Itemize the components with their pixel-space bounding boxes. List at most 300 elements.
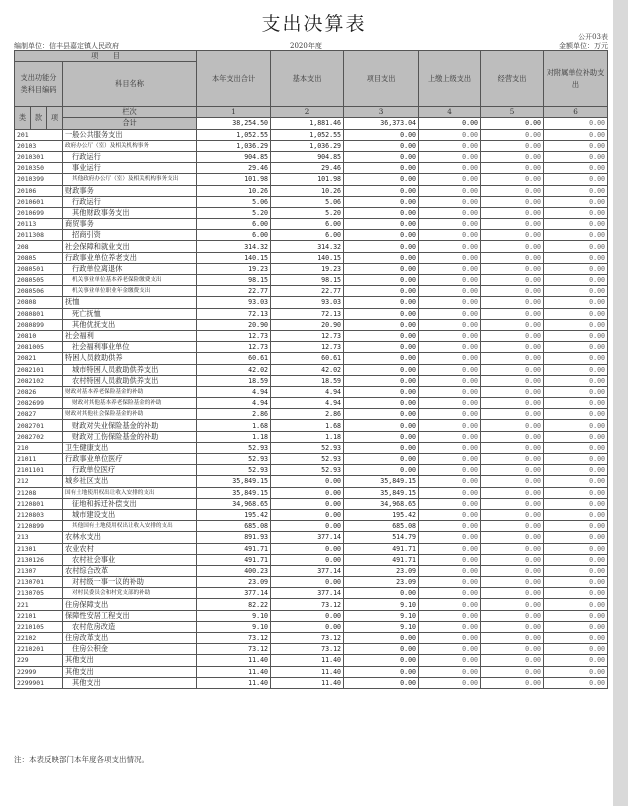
value-total: 6.00 xyxy=(197,230,271,241)
form-number: 公开03表 xyxy=(578,33,608,41)
value-remit: 0.00 xyxy=(419,521,481,532)
value-remit: 0.00 xyxy=(419,465,481,476)
value-project: 0.00 xyxy=(344,375,419,386)
value-basic: 52.93 xyxy=(271,442,344,453)
subject-code: 21011 xyxy=(15,454,63,465)
subject-code: 212 xyxy=(15,476,63,487)
subject-name: 社会福利事业单位 xyxy=(63,342,197,353)
table-row xyxy=(15,621,608,632)
subject-name: 行政单位离退休 xyxy=(63,263,197,274)
value-remit: 0.00 xyxy=(419,319,481,330)
value-operating: 0.00 xyxy=(481,454,544,465)
value-total: 685.08 xyxy=(197,521,271,532)
value-remit: 0.00 xyxy=(419,532,481,543)
value-subsidy: 0.00 xyxy=(544,521,608,532)
value-operating: 0.00 xyxy=(481,420,544,431)
value-total: 22.77 xyxy=(197,286,271,297)
subject-code: 20103 xyxy=(15,140,63,151)
value-project: 0.00 xyxy=(344,677,419,688)
value-remit: 0.00 xyxy=(419,633,481,644)
table-row xyxy=(15,644,608,655)
value-remit: 0.00 xyxy=(419,241,481,252)
value-basic: 0.00 xyxy=(271,543,344,554)
subject-code: 2010601 xyxy=(15,196,63,207)
value-basic: 0.00 xyxy=(271,509,344,520)
value-basic: 5.06 xyxy=(271,196,344,207)
table-row xyxy=(15,409,608,420)
value-basic: 42.02 xyxy=(271,364,344,375)
value-total: 18.59 xyxy=(197,375,271,386)
value-subsidy: 0.00 xyxy=(544,498,608,509)
value-project: 0.00 xyxy=(344,353,419,364)
subject-name: 事业运行 xyxy=(63,163,197,174)
value-project: 0.00 xyxy=(344,442,419,453)
value-total: 314.32 xyxy=(197,241,271,252)
expenditure-table xyxy=(14,50,608,689)
subject-name: 社会保障和就业支出 xyxy=(63,241,197,252)
value-basic: 20.90 xyxy=(271,319,344,330)
value-operating: 0.00 xyxy=(481,521,544,532)
subject-code: 2082701 xyxy=(15,420,63,431)
value-remit: 0.00 xyxy=(419,554,481,565)
col-num-3: 3 xyxy=(344,107,419,118)
value-remit: 0.00 xyxy=(419,207,481,218)
subject-code: 20808 xyxy=(15,297,63,308)
subject-code: 2299901 xyxy=(15,677,63,688)
value-project: 0.00 xyxy=(344,644,419,655)
subject-name: 农林水支出 xyxy=(63,532,197,543)
value-basic: 0.00 xyxy=(271,610,344,621)
subject-code: 2080505 xyxy=(15,275,63,286)
header-xiang: 项 xyxy=(47,107,63,129)
value-project: 9.10 xyxy=(344,610,419,621)
value-operating: 0.00 xyxy=(481,375,544,386)
header-func-code: 支出功能分类科目编码 xyxy=(15,62,63,107)
value-operating: 0.00 xyxy=(481,129,544,140)
subject-name: 城市建设支出 xyxy=(63,509,197,520)
subject-name: 国有土地使用权出让收入安排的支出 xyxy=(63,487,197,498)
value-subsidy: 0.00 xyxy=(544,431,608,442)
value-project: 0.00 xyxy=(344,297,419,308)
value-operating: 0.00 xyxy=(481,588,544,599)
value-subsidy: 0.00 xyxy=(544,588,608,599)
value-subsidy: 0.00 xyxy=(544,151,608,162)
amount-unit: 金额单位：万元 xyxy=(559,42,608,50)
value-total: 11.40 xyxy=(197,666,271,677)
table-row xyxy=(15,364,608,375)
value-remit: 0.00 xyxy=(419,196,481,207)
value-subsidy: 0.00 xyxy=(544,509,608,520)
subject-name: 财政对失业保险基金的补助 xyxy=(63,420,197,431)
subject-code: 2082101 xyxy=(15,364,63,375)
value-basic: 5.20 xyxy=(271,207,344,218)
subject-code: 2011308 xyxy=(15,230,63,241)
value-basic: 73.12 xyxy=(271,599,344,610)
value-total: 1.68 xyxy=(197,420,271,431)
footnote: 注：本表反映部门本年度各项支出情况。 xyxy=(14,755,149,764)
value-subsidy: 0.00 xyxy=(544,185,608,196)
value-basic: 1,052.55 xyxy=(271,129,344,140)
total-label: 合计 xyxy=(63,118,197,129)
value-project: 0.00 xyxy=(344,174,419,185)
value-project: 0.00 xyxy=(344,420,419,431)
table-row xyxy=(15,129,608,140)
value-total: 1,052.55 xyxy=(197,129,271,140)
value-total: 4.94 xyxy=(197,386,271,397)
subject-name: 机关事业单位职业年金缴费支出 xyxy=(63,286,197,297)
value-subsidy: 0.00 xyxy=(544,476,608,487)
table-row xyxy=(15,577,608,588)
value-project: 195.42 xyxy=(344,509,419,520)
value-basic: 12.73 xyxy=(271,342,344,353)
subject-name: 对村级一事一议的补助 xyxy=(63,577,197,588)
value-basic: 52.93 xyxy=(271,465,344,476)
value-basic: 6.00 xyxy=(271,230,344,241)
value-project: 0.00 xyxy=(344,398,419,409)
value-operating: 0.00 xyxy=(481,364,544,375)
subject-name: 死亡抚恤 xyxy=(63,308,197,319)
table-row xyxy=(15,431,608,442)
value-operating: 0.00 xyxy=(481,431,544,442)
subject-code: 2010699 xyxy=(15,207,63,218)
value-total: 12.73 xyxy=(197,330,271,341)
table-row xyxy=(15,565,608,576)
value-operating: 0.00 xyxy=(481,398,544,409)
value-subsidy: 0.00 xyxy=(544,610,608,621)
table-row xyxy=(15,286,608,297)
value-operating: 0.00 xyxy=(481,666,544,677)
value-basic: 1.18 xyxy=(271,431,344,442)
value-basic: 377.14 xyxy=(271,565,344,576)
header-col-operating: 经营支出 xyxy=(481,51,544,107)
subject-name: 抚恤 xyxy=(63,297,197,308)
value-total: 52.93 xyxy=(197,465,271,476)
value-basic: 0.00 xyxy=(271,577,344,588)
value-project: 0.00 xyxy=(344,655,419,666)
value-subsidy: 0.00 xyxy=(544,398,608,409)
subject-name: 机关事业单位基本养老保险缴费支出 xyxy=(63,275,197,286)
value-total: 2.86 xyxy=(197,409,271,420)
table-row xyxy=(15,174,608,185)
table-row xyxy=(15,140,608,151)
value-subsidy: 0.00 xyxy=(544,633,608,644)
subject-name: 一般公共服务支出 xyxy=(63,129,197,140)
value-total: 35,849.15 xyxy=(197,487,271,498)
header-kuan: 款 xyxy=(31,107,47,129)
value-basic: 0.00 xyxy=(271,554,344,565)
value-remit: 0.00 xyxy=(419,286,481,297)
value-operating: 0.00 xyxy=(481,442,544,453)
header-lei: 类 xyxy=(15,107,31,129)
header-col-total: 本年支出合计 xyxy=(197,51,271,107)
value-subsidy: 0.00 xyxy=(544,420,608,431)
table-row xyxy=(15,386,608,397)
value-operating: 0.00 xyxy=(481,330,544,341)
subject-name: 住房保障支出 xyxy=(63,599,197,610)
page-title: 支出决算表 xyxy=(261,13,367,35)
subject-code: 2120803 xyxy=(15,509,63,520)
value-remit: 0.00 xyxy=(419,386,481,397)
value-total: 29.46 xyxy=(197,163,271,174)
value-total: 12.73 xyxy=(197,342,271,353)
subject-name: 商贸事务 xyxy=(63,219,197,230)
value-total: 891.93 xyxy=(197,532,271,543)
value-remit: 0.00 xyxy=(419,655,481,666)
value-total: 52.93 xyxy=(197,442,271,453)
value-operating: 0.00 xyxy=(481,532,544,543)
subject-code: 208 xyxy=(15,241,63,252)
value-basic: 377.14 xyxy=(271,588,344,599)
value-operating: 0.00 xyxy=(481,498,544,509)
value-remit: 0.00 xyxy=(419,275,481,286)
value-subsidy: 0.00 xyxy=(544,409,608,420)
table-row xyxy=(15,151,608,162)
header-col-basic: 基本支出 xyxy=(271,51,344,107)
value-operating: 0.00 xyxy=(481,163,544,174)
value-basic: 0.00 xyxy=(271,498,344,509)
value-subsidy: 0.00 xyxy=(544,286,608,297)
subject-code: 2120899 xyxy=(15,521,63,532)
value-remit: 0.00 xyxy=(419,677,481,688)
value-operating: 0.00 xyxy=(481,577,544,588)
col-num-1: 1 xyxy=(197,107,271,118)
value-operating: 0.00 xyxy=(481,174,544,185)
value-basic: 0.00 xyxy=(271,521,344,532)
total-value: 0.00 xyxy=(544,118,608,129)
value-subsidy: 0.00 xyxy=(544,565,608,576)
value-remit: 0.00 xyxy=(419,342,481,353)
value-remit: 0.00 xyxy=(419,330,481,341)
subject-code: 2082102 xyxy=(15,375,63,386)
value-operating: 0.00 xyxy=(481,554,544,565)
value-operating: 0.00 xyxy=(481,599,544,610)
col-num-2: 2 xyxy=(271,107,344,118)
subject-name: 其他财政事务支出 xyxy=(63,207,197,218)
value-basic: 73.12 xyxy=(271,633,344,644)
value-operating: 0.00 xyxy=(481,633,544,644)
value-basic: 1,036.29 xyxy=(271,140,344,151)
value-basic: 73.12 xyxy=(271,644,344,655)
value-project: 0.00 xyxy=(344,219,419,230)
subject-name: 社会福利 xyxy=(63,330,197,341)
value-subsidy: 0.00 xyxy=(544,621,608,632)
table-row xyxy=(15,375,608,386)
subject-name: 行政运行 xyxy=(63,196,197,207)
value-remit: 0.00 xyxy=(419,398,481,409)
value-total: 72.13 xyxy=(197,308,271,319)
value-remit: 0.00 xyxy=(419,442,481,453)
value-subsidy: 0.00 xyxy=(544,308,608,319)
table-row xyxy=(15,588,608,599)
value-remit: 0.00 xyxy=(419,476,481,487)
value-operating: 0.00 xyxy=(481,151,544,162)
value-subsidy: 0.00 xyxy=(544,454,608,465)
subject-name: 农村社会事业 xyxy=(63,554,197,565)
value-project: 0.00 xyxy=(344,342,419,353)
value-subsidy: 0.00 xyxy=(544,174,608,185)
fiscal-year: 2020年度 xyxy=(290,42,322,50)
value-operating: 0.00 xyxy=(481,509,544,520)
total-value: 0.00 xyxy=(419,118,481,129)
value-operating: 0.00 xyxy=(481,308,544,319)
table-row xyxy=(15,163,608,174)
value-subsidy: 0.00 xyxy=(544,297,608,308)
total-value: 1,881.46 xyxy=(271,118,344,129)
value-remit: 0.00 xyxy=(419,454,481,465)
table-row xyxy=(15,487,608,498)
value-project: 514.79 xyxy=(344,532,419,543)
value-basic: 6.00 xyxy=(271,219,344,230)
value-basic: 11.40 xyxy=(271,677,344,688)
table-row xyxy=(15,666,608,677)
value-project: 0.00 xyxy=(344,230,419,241)
value-project: 0.00 xyxy=(344,319,419,330)
value-subsidy: 0.00 xyxy=(544,599,608,610)
value-project: 0.00 xyxy=(344,431,419,442)
value-total: 5.06 xyxy=(197,196,271,207)
header-item: 项 目 xyxy=(15,51,197,62)
subject-name: 城市特困人员救助供养支出 xyxy=(63,364,197,375)
value-remit: 0.00 xyxy=(419,498,481,509)
subject-name: 保障性安居工程支出 xyxy=(63,610,197,621)
value-subsidy: 0.00 xyxy=(544,140,608,151)
value-subsidy: 0.00 xyxy=(544,129,608,140)
value-operating: 0.00 xyxy=(481,386,544,397)
subject-name: 农村综合改革 xyxy=(63,565,197,576)
value-remit: 0.00 xyxy=(419,666,481,677)
subject-code: 2120801 xyxy=(15,498,63,509)
value-basic: 19.23 xyxy=(271,263,344,274)
table-row xyxy=(15,532,608,543)
value-project: 0.00 xyxy=(344,129,419,140)
subject-name: 行政事业单位养老支出 xyxy=(63,252,197,263)
value-operating: 0.00 xyxy=(481,677,544,688)
value-project: 0.00 xyxy=(344,330,419,341)
value-operating: 0.00 xyxy=(481,140,544,151)
value-subsidy: 0.00 xyxy=(544,666,608,677)
value-project: 0.00 xyxy=(344,207,419,218)
value-total: 1,036.29 xyxy=(197,140,271,151)
subject-code: 20827 xyxy=(15,409,63,420)
value-project: 0.00 xyxy=(344,140,419,151)
value-basic: 72.13 xyxy=(271,308,344,319)
table-row xyxy=(15,398,608,409)
subject-name: 财政事务 xyxy=(63,185,197,196)
table-row xyxy=(15,498,608,509)
subject-code: 20113 xyxy=(15,219,63,230)
value-basic: 1.68 xyxy=(271,420,344,431)
subject-code: 2010350 xyxy=(15,163,63,174)
subject-code: 2080506 xyxy=(15,286,63,297)
subject-name: 征地和拆迁补偿支出 xyxy=(63,498,197,509)
subject-code: 2210105 xyxy=(15,621,63,632)
value-subsidy: 0.00 xyxy=(544,353,608,364)
subject-name: 财政对基本养老保险基金的补助 xyxy=(63,386,197,397)
table-row xyxy=(15,319,608,330)
value-subsidy: 0.00 xyxy=(544,386,608,397)
value-operating: 0.00 xyxy=(481,275,544,286)
table-row xyxy=(15,330,608,341)
value-remit: 0.00 xyxy=(419,409,481,420)
table-row xyxy=(15,342,608,353)
value-project: 0.00 xyxy=(344,633,419,644)
value-subsidy: 0.00 xyxy=(544,577,608,588)
value-basic: 0.00 xyxy=(271,476,344,487)
subject-code: 20805 xyxy=(15,252,63,263)
table-row xyxy=(15,196,608,207)
value-project: 35,849.15 xyxy=(344,476,419,487)
value-total: 6.00 xyxy=(197,219,271,230)
value-basic: 22.77 xyxy=(271,286,344,297)
subject-code: 20810 xyxy=(15,330,63,341)
value-subsidy: 0.00 xyxy=(544,554,608,565)
table-row xyxy=(15,454,608,465)
value-total: 93.03 xyxy=(197,297,271,308)
table-row xyxy=(15,420,608,431)
value-project: 0.00 xyxy=(344,286,419,297)
value-total: 11.40 xyxy=(197,677,271,688)
value-remit: 0.00 xyxy=(419,174,481,185)
subject-name: 行政运行 xyxy=(63,151,197,162)
subject-code: 20106 xyxy=(15,185,63,196)
compiling-unit: 编制单位：信丰县嘉定镇人民政府 xyxy=(14,42,119,50)
value-operating: 0.00 xyxy=(481,487,544,498)
value-total: 1.18 xyxy=(197,431,271,442)
subject-code: 2010399 xyxy=(15,174,63,185)
value-subsidy: 0.00 xyxy=(544,442,608,453)
subject-code: 22999 xyxy=(15,666,63,677)
value-remit: 0.00 xyxy=(419,509,481,520)
value-project: 35,849.15 xyxy=(344,487,419,498)
table-row xyxy=(15,465,608,476)
subject-name: 财政对其他基本养老保险基金的补助 xyxy=(63,398,197,409)
value-project: 491.71 xyxy=(344,543,419,554)
subject-code: 2080801 xyxy=(15,308,63,319)
header-lanci: 栏次 xyxy=(63,107,197,118)
value-subsidy: 0.00 xyxy=(544,487,608,498)
value-operating: 0.00 xyxy=(481,241,544,252)
value-subsidy: 0.00 xyxy=(544,677,608,688)
col-num-6: 6 xyxy=(544,107,608,118)
value-project: 23.09 xyxy=(344,565,419,576)
subject-name: 住房改革支出 xyxy=(63,633,197,644)
value-total: 5.20 xyxy=(197,207,271,218)
subject-name: 农村特困人员救助供养支出 xyxy=(63,375,197,386)
value-remit: 0.00 xyxy=(419,577,481,588)
subject-code: 21307 xyxy=(15,565,63,576)
subject-name: 农村危房改造 xyxy=(63,621,197,632)
value-project: 9.10 xyxy=(344,599,419,610)
value-total: 491.71 xyxy=(197,543,271,554)
subject-name: 卫生健康支出 xyxy=(63,442,197,453)
value-remit: 0.00 xyxy=(419,644,481,655)
table-row xyxy=(15,543,608,554)
value-basic: 4.94 xyxy=(271,386,344,397)
value-project: 685.08 xyxy=(344,521,419,532)
value-subsidy: 0.00 xyxy=(544,655,608,666)
table-row xyxy=(15,554,608,565)
table-row xyxy=(15,230,608,241)
subject-name: 其他支出 xyxy=(63,655,197,666)
value-remit: 0.00 xyxy=(419,621,481,632)
value-basic: 904.85 xyxy=(271,151,344,162)
value-subsidy: 0.00 xyxy=(544,319,608,330)
value-basic: 0.00 xyxy=(271,487,344,498)
value-total: 377.14 xyxy=(197,588,271,599)
subject-code: 2082699 xyxy=(15,398,63,409)
subject-code: 20826 xyxy=(15,386,63,397)
value-project: 34,968.65 xyxy=(344,498,419,509)
